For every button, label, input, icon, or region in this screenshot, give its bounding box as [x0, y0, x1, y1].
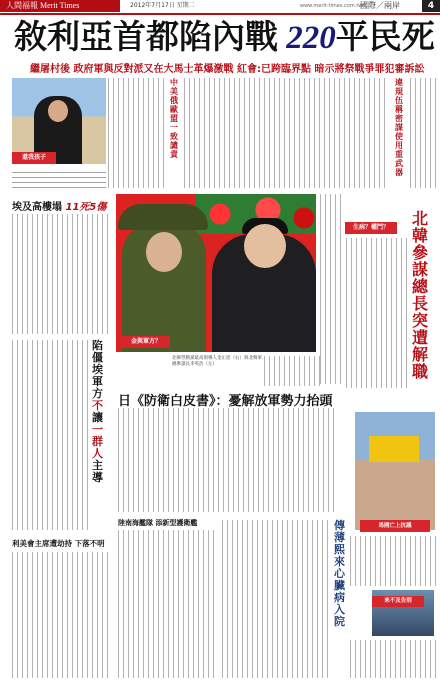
article-text-block	[118, 530, 218, 678]
vertical-headline-north-korea: 北 韓 參 謀 總 長 突 遭 解 職	[412, 209, 429, 381]
egypt-building-headline: 埃及高樓塌 11死5傷	[12, 202, 107, 213]
vertical-headline-egypt-army: 陷 僵 埃 軍 方 不 讓 一 群 人 主 導	[92, 339, 103, 484]
article-text-block	[12, 552, 108, 678]
website-url: www.merit-times.com.tw	[300, 3, 363, 9]
article-text-block	[12, 340, 90, 530]
article-text-block	[108, 78, 168, 188]
article-text-block	[320, 194, 342, 384]
article-text-block	[12, 214, 108, 334]
photo-tag-farewell: 來不及告別	[372, 596, 424, 607]
article-text-block	[184, 78, 389, 188]
article-text-block	[410, 78, 436, 188]
article-text-block	[346, 238, 408, 388]
header-rule	[0, 13, 440, 15]
japan-defense-headline: 日《防衛白皮書》：憂解放軍勢力抬頭	[118, 394, 333, 409]
newspaper-logo: 人間福報 Merit Times	[0, 0, 120, 12]
photo-tag-protest: 馬國亡上抗議	[360, 520, 430, 532]
article-text-block	[350, 536, 436, 586]
article-text-block	[118, 408, 338, 512]
vertical-headline-bo-xilai: 傳 薄 熙 來 心 臟 病 入 院	[334, 519, 345, 628]
section-name: 國際／兩岸	[360, 1, 400, 10]
main-subheadline: 繼屠村後 政府軍與反對派又在大馬士革爆激戰 紅會:已跨臨界點 暗示將祭戰爭罪犯審訴訟	[30, 64, 425, 75]
page-number: 4	[422, 0, 440, 12]
kim-jong-un-photo	[116, 194, 316, 352]
photo-tag-return-children: 還我孩子	[12, 152, 56, 164]
article-text-block	[350, 640, 436, 678]
vertical-headline-condemn: 中 美 俄 歐盟 一 致 譴 責	[170, 78, 178, 159]
vertical-headline-weapons: 違 規 伍 稱 密 謀 使 用 重 武 器	[395, 78, 403, 177]
libya-chairman-headline: 利美會主席遭劫持 下落不明	[12, 539, 105, 548]
protest-crowd-photo	[355, 412, 435, 530]
issue-date: 2012年7月17日 星期二	[130, 2, 195, 9]
caption-text	[12, 172, 106, 192]
photo-caption: 北韓勞動黨最高領導人金正恩（右）與北韓軍總參謀長李英浩（左）	[172, 356, 262, 367]
article-text-block	[264, 356, 324, 386]
main-headline: 敘利亞首都陷內戰 220平民死	[14, 20, 435, 56]
sick-or-power-struggle-label: 生病？權鬥？	[345, 222, 397, 234]
photo-tag-army: 金與軍方？	[122, 336, 170, 348]
article-text-block	[222, 520, 332, 678]
navy-frigate-headline: 陸南海艦隊 添新型護衛艦	[118, 519, 198, 527]
